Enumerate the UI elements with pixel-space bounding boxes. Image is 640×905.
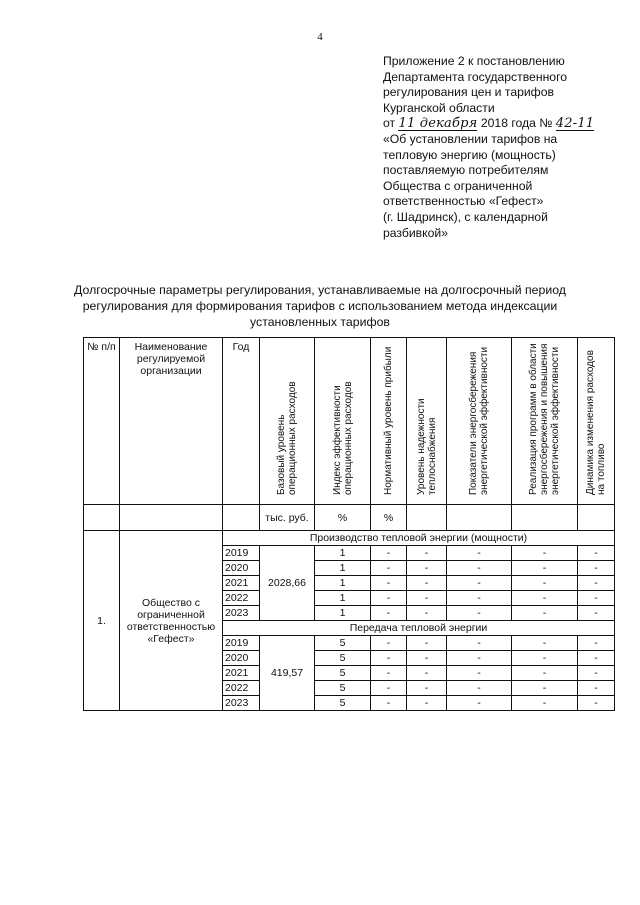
profit-cell: - — [371, 606, 407, 621]
appendix-from: от — [383, 116, 396, 131]
title-line: Долгосрочные параметры регулирования, устанавливаемые на долгосрочный период — [74, 283, 566, 297]
energy-cell: - — [447, 576, 512, 591]
header-year: Год — [223, 338, 260, 505]
unit-base: тыс. руб. — [260, 505, 315, 531]
fuel-cell: - — [578, 591, 615, 606]
organization-name: Общество с ограниченной ответственностью «Гефест» — [120, 531, 223, 711]
appendix-block — [383, 54, 613, 241]
year-cell: 2023 — [223, 696, 260, 711]
appendix-line: «Об установлении тарифов на — [383, 131, 558, 146]
appendix-line: (г. Шадринск), с календарной — [383, 209, 548, 224]
reliability-cell: - — [407, 681, 447, 696]
programs-cell: - — [512, 666, 578, 681]
handwritten-date: 11 декабря — [398, 116, 478, 132]
units-empty — [578, 505, 615, 531]
unit-index: % — [315, 505, 371, 531]
header-reliability — [407, 338, 447, 505]
index-cell: 1 — [315, 546, 371, 561]
profit-cell: - — [371, 666, 407, 681]
table-header-row — [84, 338, 615, 505]
energy-cell: - — [447, 606, 512, 621]
header-fuel-dynamics-text: Динамика изменения расходов на топливо — [585, 350, 607, 495]
reliability-cell: - — [407, 606, 447, 621]
index-cell: 1 — [315, 576, 371, 591]
header-fuel-dynamics — [578, 338, 615, 505]
year-cell: 2023 — [223, 606, 260, 621]
appendix-line: разбивкой» — [383, 225, 448, 240]
profit-cell: - — [371, 576, 407, 591]
header-efficiency-index — [315, 338, 371, 505]
reliability-cell: - — [407, 591, 447, 606]
units-empty — [84, 505, 120, 531]
row-number: 1. — [84, 531, 120, 711]
programs-cell: - — [512, 546, 578, 561]
header-profit-level — [371, 338, 407, 505]
title-line: регулирования для формирования тарифов с использованием метода индексации — [82, 299, 558, 313]
energy-cell: - — [447, 636, 512, 651]
programs-cell: - — [512, 636, 578, 651]
document-title — [70, 282, 570, 330]
appendix-line: тепловую энергию (мощность) — [383, 147, 556, 162]
programs-cell: - — [512, 681, 578, 696]
fuel-cell: - — [578, 576, 615, 591]
units-row — [84, 505, 615, 531]
index-cell: 5 — [315, 651, 371, 666]
energy-cell: - — [447, 546, 512, 561]
reliability-cell: - — [407, 546, 447, 561]
profit-cell: - — [371, 636, 407, 651]
appendix-line: Общества с ограниченной — [383, 178, 533, 193]
base-value: 419,57 — [260, 636, 315, 711]
year-cell: 2021 — [223, 576, 260, 591]
energy-cell: - — [447, 591, 512, 606]
base-value: 2028,66 — [260, 546, 315, 621]
energy-cell: - — [447, 651, 512, 666]
fuel-cell: - — [578, 651, 615, 666]
profit-cell: - — [371, 561, 407, 576]
profit-cell: - — [371, 591, 407, 606]
energy-cell: - — [447, 681, 512, 696]
year-cell: 2019 — [223, 636, 260, 651]
profit-cell: - — [371, 681, 407, 696]
reliability-cell: - — [407, 576, 447, 591]
header-base-level — [260, 338, 315, 505]
header-efficiency-index-text: Индекс эффективности операционных расходов — [331, 381, 354, 495]
section-title: Производство тепловой энергии (мощности) — [223, 531, 615, 546]
index-cell: 1 — [315, 591, 371, 606]
year-cell: 2020 — [223, 561, 260, 576]
fuel-cell: - — [578, 681, 615, 696]
header-base-level-text: Базовый уровень операционных расходов — [276, 381, 298, 495]
appendix-date-line — [383, 116, 613, 132]
unit-profit: % — [371, 505, 407, 531]
reliability-cell: - — [407, 651, 447, 666]
programs-cell: - — [512, 561, 578, 576]
year-cell: 2021 — [223, 666, 260, 681]
reliability-cell: - — [407, 561, 447, 576]
programs-cell: - — [512, 606, 578, 621]
programs-cell: - — [512, 696, 578, 711]
year-cell: 2022 — [223, 591, 260, 606]
appendix-line: Курганской области — [383, 100, 495, 115]
profit-cell: - — [371, 696, 407, 711]
appendix-line: поставляемую потребителям — [383, 163, 549, 178]
appendix-line: регулирования цен и тарифов — [383, 85, 554, 100]
appendix-line: Приложение 2 к постановлению — [383, 54, 565, 68]
profit-cell: - — [371, 651, 407, 666]
reliability-cell: - — [407, 636, 447, 651]
index-cell: 5 — [315, 666, 371, 681]
energy-cell: - — [447, 696, 512, 711]
header-profit-level-text: Нормативный уровень прибыли — [383, 346, 394, 495]
parameters-table — [83, 337, 615, 711]
fuel-cell: - — [578, 666, 615, 681]
appendix-line: ответственностью «Гефест» — [383, 194, 544, 209]
fuel-cell: - — [578, 606, 615, 621]
units-empty — [407, 505, 447, 531]
units-empty — [512, 505, 578, 531]
index-cell: 1 — [315, 606, 371, 621]
fuel-cell: - — [578, 561, 615, 576]
header-reliability-text: Уровень надежности теплоснабжения — [415, 398, 438, 495]
fuel-cell: - — [578, 696, 615, 711]
reliability-cell: - — [407, 696, 447, 711]
title-line: установленных тарифов — [250, 315, 390, 329]
energy-cell: - — [447, 561, 512, 576]
programs-cell: - — [512, 651, 578, 666]
header-organization: Наименование регулируемой организации — [120, 338, 223, 505]
energy-cell: - — [447, 666, 512, 681]
profit-cell: - — [371, 546, 407, 561]
index-cell: 1 — [315, 561, 371, 576]
index-cell: 5 — [315, 636, 371, 651]
appendix-year: 2018 года № — [480, 116, 553, 131]
handwritten-number: 42-11 — [555, 116, 595, 132]
index-cell: 5 — [315, 696, 371, 711]
year-cell: 2020 — [223, 651, 260, 666]
index-cell: 5 — [315, 681, 371, 696]
units-empty — [120, 505, 223, 531]
fuel-cell: - — [578, 636, 615, 651]
programs-cell: - — [512, 591, 578, 606]
header-energy-saving-text: Показатели энергосбережения энергетической эффективности — [468, 346, 490, 495]
units-empty — [447, 505, 512, 531]
reliability-cell: - — [407, 666, 447, 681]
year-cell: 2019 — [223, 546, 260, 561]
header-programs-text: Реализация программ в области энергосбережения и повышения энергетической эффективности — [528, 343, 561, 495]
appendix-line: Департамента государственного — [383, 69, 568, 84]
section-title: Передача тепловой энергии — [223, 621, 615, 636]
section-row — [84, 531, 615, 546]
units-empty — [223, 505, 260, 531]
header-programs — [512, 338, 578, 505]
header-energy-saving — [447, 338, 512, 505]
page-number: 4 — [317, 31, 323, 43]
year-cell: 2022 — [223, 681, 260, 696]
fuel-cell: - — [578, 546, 615, 561]
header-num: № п/п — [84, 338, 120, 505]
programs-cell: - — [512, 576, 578, 591]
